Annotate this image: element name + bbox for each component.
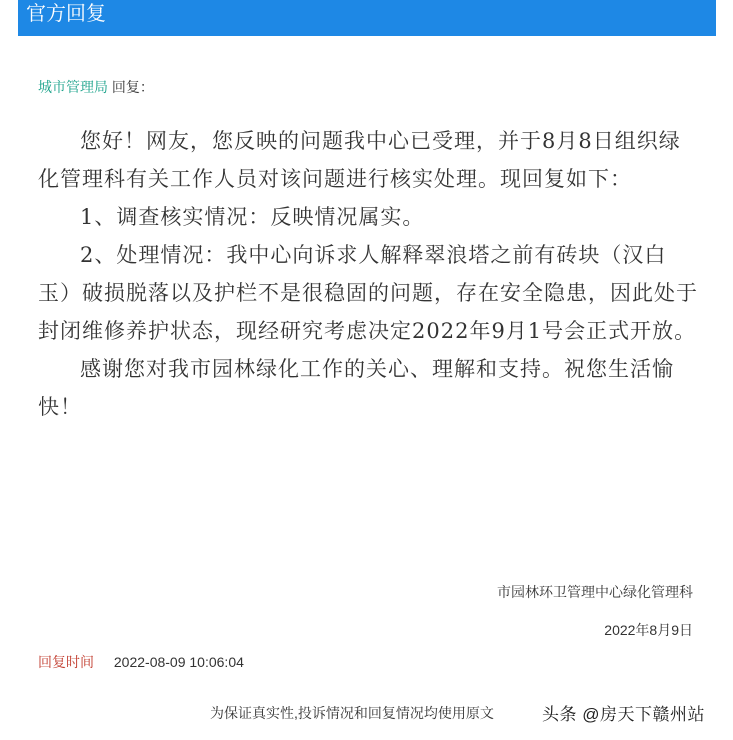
replier-line [38,78,154,96]
watermark: 头条 @房天下赣州站 [542,705,705,724]
replier-name[interactable]: 城市管理局 [38,79,108,95]
reply-time-label: 回复时间 [38,654,94,670]
reply-time-value: 2022-08-09 10:06:04 [113,654,244,670]
reply-paragraph: 2、处理情况：我中心向诉求人解释翠浪塔之前有砖块（汉白玉）破损脱落以及护栏不是很稳固的问题，存在安全隐患，因此处于封闭维修养护状态，现经研究考虑决定2022年9月1号会正式开放。 [38,243,698,343]
section-title: 官方回复 [26,3,106,25]
reply-paragraph: 1、调查核实情况：反映情况属实。 [80,205,425,229]
footer-note: 为保证真实性,投诉情况和回复情况均使用原文 [210,705,494,721]
signature: 市园林环卫管理中心绿化管理科 [497,584,693,600]
reply-paragraph: 感谢您对我市园林绿化工作的关心、理解和支持。祝您生活愉快！ [38,357,674,419]
reply-paragraph: 您好！网友，您反映的问题我中心已受理，并于8月8日组织绿化管理科有关工作人员对该问题进行核实处理。现回复如下： [38,129,681,191]
replier-suffix: 回复： [111,79,154,95]
reply-body [38,122,698,426]
header-bar [18,0,716,36]
reply-time-row [38,653,244,671]
sign-date: 2022年8月9日 [604,622,693,638]
